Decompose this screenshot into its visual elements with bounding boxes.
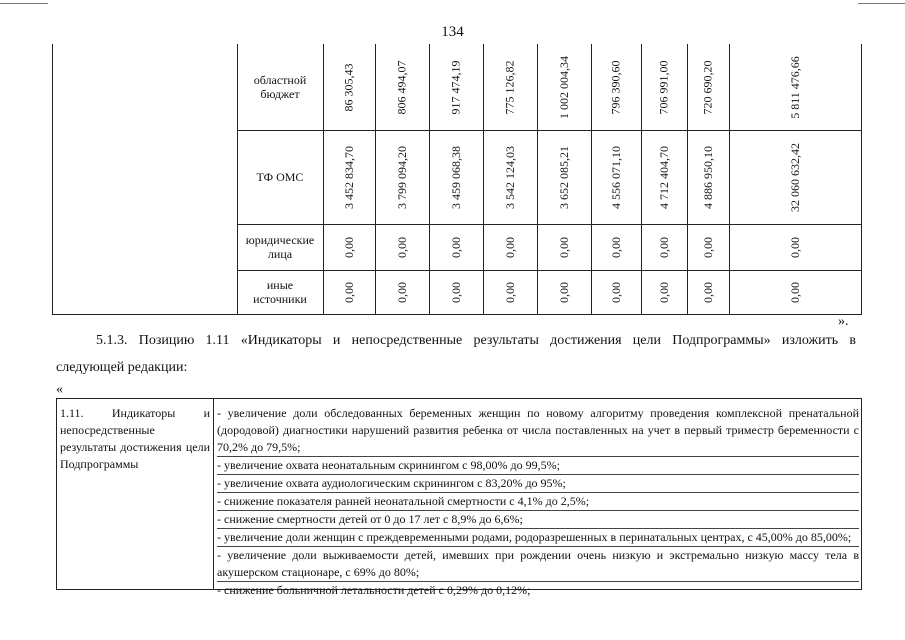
cell-value: 0,00 xyxy=(341,236,356,258)
table-cell xyxy=(591,270,641,314)
table-cell xyxy=(729,270,861,314)
cell-value: 0,00 xyxy=(394,236,409,258)
cell-value: 3 799 094,20 xyxy=(394,145,409,209)
cell-value: 0,00 xyxy=(556,281,571,303)
table-cell xyxy=(641,130,687,224)
cell-value: 0,00 xyxy=(787,236,802,258)
cell-value: 0,00 xyxy=(656,281,671,303)
cell-value: 0,00 xyxy=(608,281,623,303)
paragraph-line-2: следующей редакции: xyxy=(56,360,188,375)
cell-value: 806 494,07 xyxy=(394,60,409,114)
table-cell xyxy=(537,270,591,314)
table-cell xyxy=(483,270,537,314)
cell-value: 86 305,43 xyxy=(341,63,356,111)
table-cell xyxy=(323,44,375,130)
cell-value: 0,00 xyxy=(448,281,463,303)
table-cell xyxy=(729,44,861,130)
table-cell xyxy=(729,224,861,270)
indicator-item: - увеличение доли обследованных беременных женщин по новому алгоритму проведения комплексной пренатальной (дородовой) диагностики нарушений развития ребенка от числа поставленных на учет в первый триместр беременности с 70,2% до 79,5%; xyxy=(217,405,859,457)
row-label: иные источники xyxy=(253,278,307,306)
closing-quote: ». xyxy=(838,314,849,329)
indicator-item: - снижение показателя ранней неонатальной смертности с 4,1% до 2,5%; xyxy=(217,493,859,511)
cell-value: 5 811 476,66 xyxy=(787,55,802,119)
finance-table xyxy=(52,44,862,315)
cell-value: 3 542 124,03 xyxy=(502,145,517,209)
table-cell xyxy=(375,270,429,314)
cell-value: 706 991,00 xyxy=(656,60,671,114)
table-cell xyxy=(429,44,483,130)
table-cell xyxy=(429,224,483,270)
cell-value: 4 712 404,70 xyxy=(656,145,671,209)
table-cell xyxy=(687,270,729,314)
cell-value: 4 556 071,10 xyxy=(608,145,623,209)
cell-value: 0,00 xyxy=(787,281,802,303)
table-cell xyxy=(729,130,861,224)
cell-value: 0,00 xyxy=(656,236,671,258)
table-cell xyxy=(429,270,483,314)
table-cell xyxy=(375,130,429,224)
paragraph-line-1: 5.1.3. Позицию 1.11 «Индикаторы и непосредственные результаты достижения цели Подпрограммы» изложить в xyxy=(96,333,856,348)
cell-value: 0,00 xyxy=(341,281,356,303)
cell-value: 32 060 632,42 xyxy=(787,142,802,212)
cell-value: 0,00 xyxy=(556,236,571,258)
indicators-heading: 1.11. Индикаторы и непосредственные результаты достижения цели Подпрограммы xyxy=(60,406,210,471)
table-cell xyxy=(687,44,729,130)
row-label: областной бюджет xyxy=(253,73,307,101)
cell-value: 3 459 068,38 xyxy=(448,145,463,209)
cell-value: 775 126,82 xyxy=(502,60,517,114)
indicators-table xyxy=(56,398,862,597)
table-cell xyxy=(591,130,641,224)
table-cell xyxy=(323,270,375,314)
table-cell xyxy=(537,44,591,130)
row-label: ТФ ОМС xyxy=(256,170,304,184)
table-cell xyxy=(591,44,641,130)
table-cell xyxy=(537,224,591,270)
table-cell xyxy=(537,130,591,224)
cell-value: 0,00 xyxy=(448,236,463,258)
table-cell xyxy=(483,224,537,270)
table-cell xyxy=(483,44,537,130)
indicator-item: - снижение больничной летальности детей с 0,29% до 0,12%; xyxy=(217,583,531,597)
top-rule-right xyxy=(858,3,905,4)
cell-value: 4 886 950,10 xyxy=(700,145,715,209)
indicators-table-divider xyxy=(213,399,214,589)
cell-value: 0,00 xyxy=(394,281,409,303)
table-cell xyxy=(375,224,429,270)
table-cell xyxy=(641,44,687,130)
table-cell xyxy=(687,224,729,270)
table-cell xyxy=(375,44,429,130)
indicator-item: - увеличение доли женщин с преждевременными родами, родоразрешенных в перинатальных центрах, с 45,00% до 85,00%; xyxy=(217,529,859,547)
table-cell xyxy=(687,130,729,224)
table-cell xyxy=(429,130,483,224)
table-cell xyxy=(641,224,687,270)
row-label: юридические лица xyxy=(245,233,315,261)
indicator-item: - увеличение охвата аудиологическим скринингом с 83,20% до 95%; xyxy=(217,475,859,493)
cell-value: 0,00 xyxy=(700,236,715,258)
cell-value: 0,00 xyxy=(502,236,517,258)
top-rule-left xyxy=(0,3,48,4)
table-cell xyxy=(323,130,375,224)
cell-value: 3 652 085,21 xyxy=(556,145,571,209)
cell-value: 917 474,19 xyxy=(448,60,463,114)
page-number: 134 xyxy=(441,24,464,40)
opening-quote: « xyxy=(56,382,63,397)
table-cell xyxy=(591,224,641,270)
table-cell xyxy=(483,130,537,224)
indicator-item: - снижение смертности детей от 0 до 17 лет с 8,9% до 6,6%; xyxy=(217,511,859,529)
indicator-item: - увеличение доли выживаемости детей, имевших при рождении очень низкую и экстремально низкую массу тела в акушерском стационаре, с 69% до 80%; xyxy=(217,547,859,582)
indicators-list xyxy=(217,405,859,599)
cell-value: 720 690,20 xyxy=(700,60,715,114)
cell-value: 0,00 xyxy=(700,281,715,303)
cell-value: 1 002 004,34 xyxy=(556,55,571,119)
cell-value: 796 390,60 xyxy=(608,60,623,114)
table-cell xyxy=(323,224,375,270)
indicator-item: - увеличение охвата неонатальным скринингом с 98,00% до 99,5%; xyxy=(217,457,859,475)
table-cell xyxy=(641,270,687,314)
cell-value: 0,00 xyxy=(608,236,623,258)
cell-value: 0,00 xyxy=(502,281,517,303)
cell-value: 3 452 834,70 xyxy=(341,145,356,209)
table-column-line xyxy=(237,44,238,314)
